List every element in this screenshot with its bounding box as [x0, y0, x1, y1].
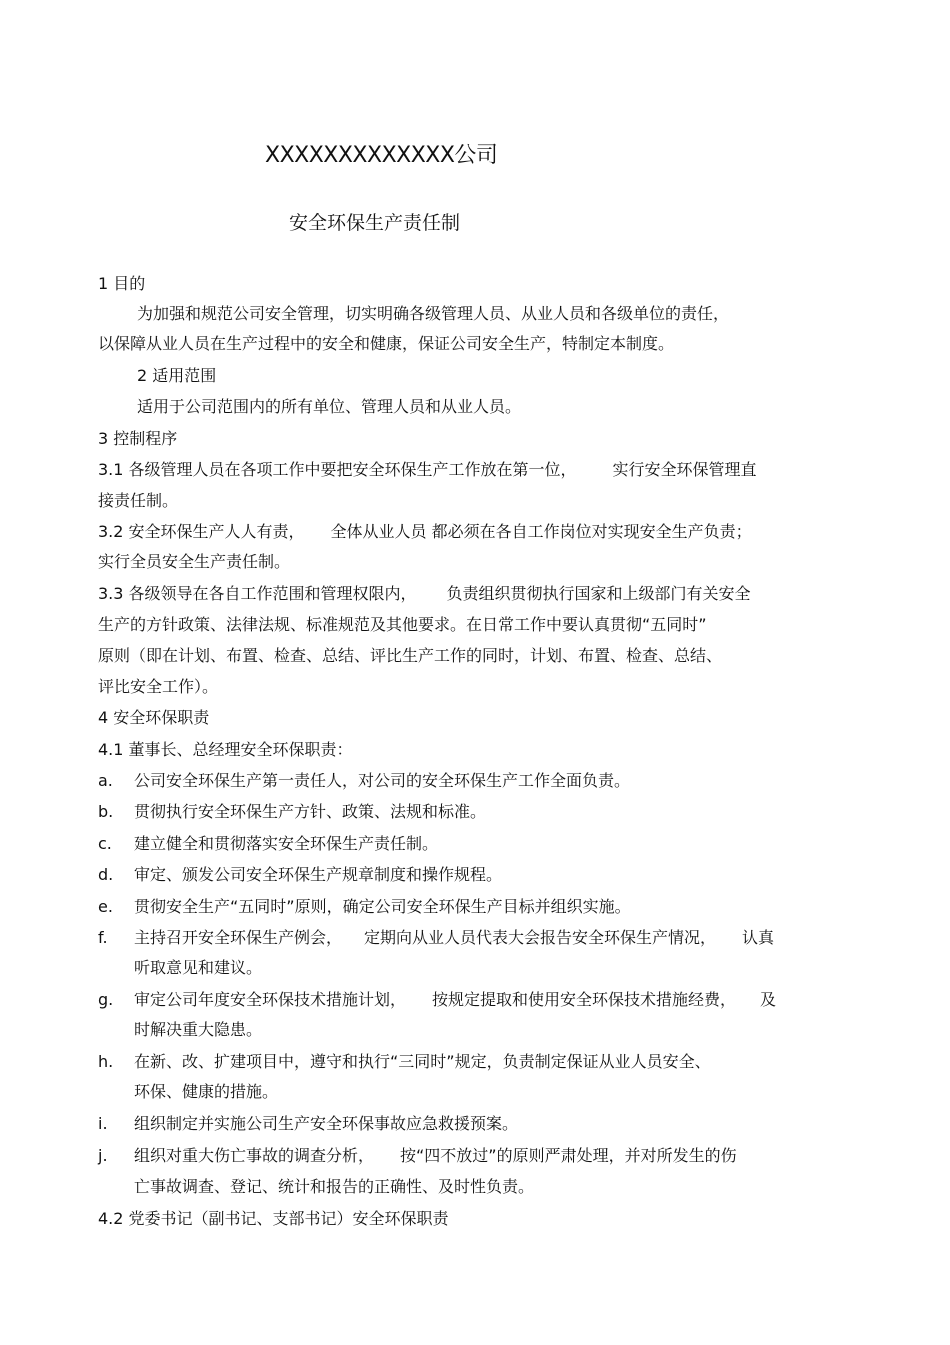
- list-item-label-b: b.: [98, 802, 114, 821]
- section-1-paragraph-line-2: 以保障从业人员在生产过程中的安全和健康，保证公司安全生产，特制定本制度。: [98, 334, 675, 353]
- list-item-a: 公司安全环保生产第一责任人，对公司的安全环保生产工作全面负责。: [134, 771, 631, 790]
- clause-3-1-text-b: 实行安全环保管理直: [612, 460, 757, 479]
- list-item-label-d: d.: [98, 865, 114, 884]
- section-4-2-heading: 4.2 党委书记（副书记、支部书记）安全环保职责: [98, 1209, 449, 1228]
- clause-3-1-line-1: [98, 460, 757, 480]
- company-name: XXXXXXXXXXXXX公司: [265, 143, 498, 168]
- list-item-g-text-c: 及: [760, 990, 777, 1009]
- list-item-e: 贯彻安全生产“五同时”原则，确定公司安全环保生产目标并组织实施。: [134, 897, 631, 916]
- list-item-label-i: i.: [98, 1114, 108, 1133]
- list-item-label-a: a.: [98, 771, 113, 790]
- list-item-label-j: j.: [98, 1146, 108, 1165]
- list-item-label-f: f.: [98, 928, 108, 947]
- clause-3-2-text-b: 全体从业人员 都必须在各自工作岗位对实现安全生产负责；: [330, 522, 752, 541]
- clause-3-1-text-a: 3.1 各级管理人员在各项工作中要把安全环保生产工作放在第一位，: [98, 460, 577, 479]
- clause-3-1-line-2: 接责任制。: [98, 491, 179, 510]
- clause-3-3-line-4: 评比安全工作）。: [98, 677, 219, 696]
- clause-3-3-line-3: 原则（即在计划、布置、检查、总结、评比生产工作的同时，计划、布置、检查、总结、: [98, 646, 723, 665]
- list-item-label-e: e.: [98, 897, 113, 916]
- list-item-f-line-2: 听取意见和建议。: [134, 958, 263, 977]
- list-item-h-line-1: 在新、改、扩建项目中，遵守和执行“三同时”规定，负责制定保证从业人员安全、: [134, 1052, 711, 1071]
- list-item-f-text-b: 定期向从业人员代表大会报告安全环保生产情况，: [364, 928, 717, 947]
- clause-3-2-text-a: 3.2 安全环保生产人人有责，: [98, 522, 305, 541]
- clause-3-3-text-a: 3.3 各级领导在各自工作范围和管理权限内，: [98, 584, 417, 603]
- list-item-b: 贯彻执行安全环保生产方针、政策、法规和标准。: [134, 802, 487, 821]
- list-item-d: 审定、颁发公司安全环保生产规章制度和操作规程。: [134, 865, 503, 884]
- list-item-g-line-1: [134, 990, 776, 1010]
- section-4-1-heading: 4.1 董事长、总经理安全环保职责：: [98, 740, 353, 759]
- list-item-g-text-a: 审定公司年度安全环保技术措施计划，: [134, 990, 407, 1009]
- clause-3-3-text-b: 负责组织贯彻执行国家和上级部门有关安全: [446, 584, 751, 603]
- list-item-j-line-2: 亡事故调查、登记、统计和报告的正确性、及时性负责。: [134, 1177, 535, 1196]
- section-2-paragraph: 适用于公司范围内的所有单位、管理人员和从业人员。: [137, 397, 522, 416]
- section-1-paragraph-line-1: 为加强和规范公司安全管理，切实明确各级管理人员、从业人员和各级单位的责任，: [137, 304, 730, 323]
- list-item-f-text-c: 认真: [742, 928, 775, 947]
- list-item-h-line-2: 环保、健康的措施。: [134, 1082, 279, 1101]
- document-title: 安全环保生产责任制: [289, 212, 461, 234]
- list-item-i: 组织制定并实施公司生产安全环保事故应急救援预案。: [134, 1114, 519, 1133]
- list-item-f-text-a: 主持召开安全环保生产例会，: [134, 928, 343, 947]
- list-item-label-g: g.: [98, 990, 114, 1009]
- list-item-g-text-b: 按规定提取和使用安全环保技术措施经费，: [432, 990, 737, 1009]
- section-4-heading: 4 安全环保职责: [98, 708, 210, 727]
- list-item-j-text-a: 组织对重大伤亡事故的调查分析，: [134, 1146, 375, 1165]
- list-item-j-line-1: [134, 1146, 737, 1166]
- section-1-heading: 1 目的: [98, 274, 146, 293]
- clause-3-3-line-1: [98, 584, 751, 604]
- clause-3-2-line-2: 实行全员安全生产责任制。: [98, 552, 291, 571]
- section-2-heading: 2 适用范围: [137, 366, 217, 385]
- clause-3-3-line-2: 生产的方针政策、法律法规、标准规范及其他要求。在日常工作中要认真贯彻“五同时”: [98, 615, 707, 634]
- list-item-label-c: c.: [98, 834, 112, 853]
- list-item-j-text-b: 按“四不放过”的原则严肃处理，并对所发生的伤: [400, 1146, 737, 1165]
- list-item-f-line-1: [134, 928, 774, 948]
- list-item-g-line-2: 时解决重大隐患。: [134, 1020, 263, 1039]
- section-3-heading: 3 控制程序: [98, 429, 178, 448]
- list-item-label-h: h.: [98, 1052, 114, 1071]
- list-item-c: 建立健全和贯彻落实安全环保生产责任制。: [134, 834, 439, 853]
- clause-3-2-line-1: [98, 522, 752, 542]
